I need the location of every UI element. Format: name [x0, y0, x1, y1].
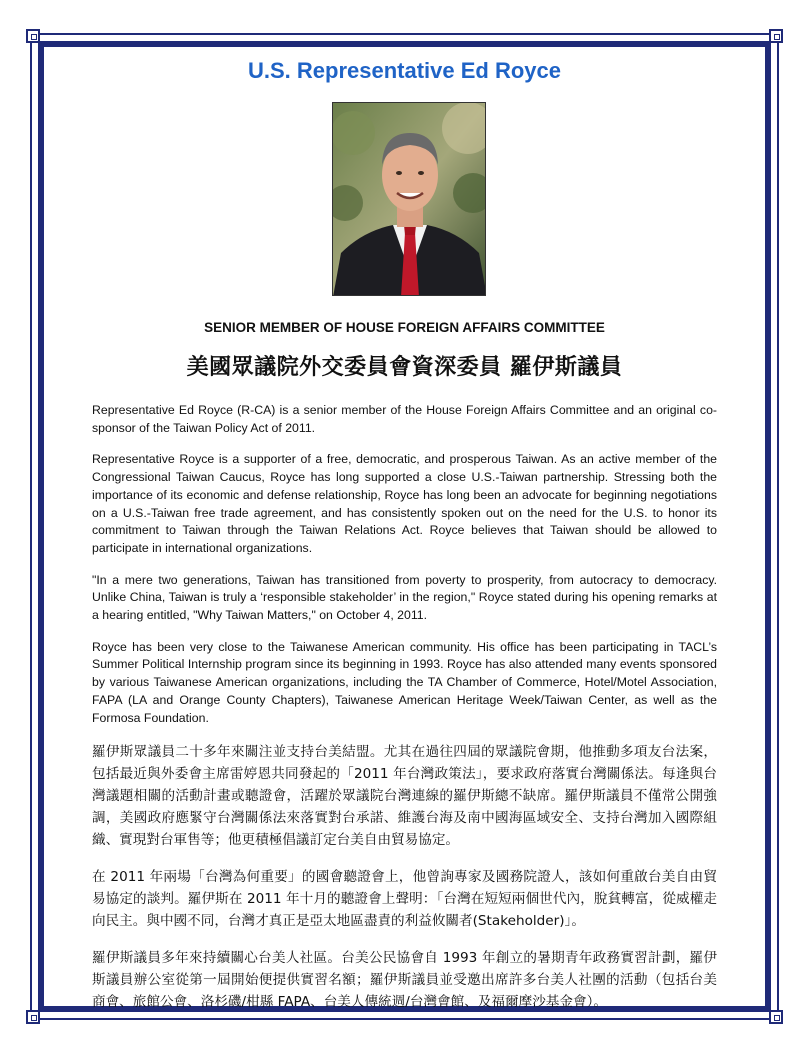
corner-ornament-top-left	[26, 29, 40, 43]
corner-ornament-bottom-left	[26, 1010, 40, 1024]
paragraph-zh-3: 羅伊斯議員多年來持續關心台美人社區。台美公民協會自 1993 年創立的暑期青年政務實習計劃，羅伊斯議員辦公室從第一屆開始便提供實習名額；羅伊斯議員並受邀出席許多台美人社團的活動（包括台美商會、旅館公會、洛杉磯/柑縣 FAPA、台美人傳統週/台灣會館、及福爾摩沙基金會）。	[92, 950, 717, 1011]
paragraph-en-4: Royce has been very close to the Taiwanese American community. His office has been participating in TACL’s Summer Political Internship program since its beginning in 1993. Royce has also attended many events sponsored by various Taiwanese American organizations, including the TA Chamber of Commerce, Hotel/Motel Association, FAPA (LA and Orange County Chapters), Taiwanese American Heritage Week/Taiwan Center, as well as the Formosa Foundation.	[92, 639, 717, 725]
corner-ornament-bottom-right	[769, 1010, 783, 1024]
paragraph-zh-2: 在 2011 年兩場「台灣為何重要」的國會聽證會上，他曾詢專家及國務院證人，該如何重啟台美自由貿易協定的談判。羅伊斯在 2011 年十月的聽證會上聲明：「台灣在短短兩個世代內，脫貧轉富，從威權走向民主。與中國不同，台灣才真正是亞太地區盡責的利益攸關者(Stakeholder)」。	[92, 869, 717, 930]
article-body	[92, 402, 717, 1028]
paragraph-en-2: Representative Royce is a supporter of a free, democratic, and prosperous Taiwan. As an active member of the Congressional Taiwan Caucus, Royce has long supported a close U.S.-Taiwan partnership. Stressing both the importance of its economic and defense relationship, Royce has long been an advocate for beginning negotiations on a U.S.-Taiwan free trade agreement, and has consistently spoken out on the need for the U.S. to honor its commitment to Taiwan through the Taiwan Relations Act. Royce believes that Taiwan should be allowed to participate in international organizations.	[92, 452, 717, 555]
paragraph-en-1: Representative Ed Royce (R-CA) is a senior member of the House Foreign Affairs Committee and an original co-sponsor of the Taiwan Policy Act of 2011.	[92, 403, 717, 435]
page-title: U.S. Representative Ed Royce	[247, 58, 561, 83]
corner-ornament-top-right	[769, 29, 783, 43]
subtitle-english: SENIOR MEMBER OF HOUSE FOREIGN AFFAIRS COMMITTEE	[204, 320, 605, 335]
paragraph-zh-1: 羅伊斯眾議員二十多年來關注並支持台美結盟。尤其在過往四屆的眾議院會期，他推動多項友台法案，包括最近與外委會主席雷婷恩共同發起的「2011 年台灣政策法」，要求政府落實台灣關係法。每逢與台灣議題相關的活動計畫或聽證會，活躍於眾議院台灣連線的羅伊斯總不缺席。羅伊斯議員不僅常公開強調，美國政府應緊守台灣關係法來落實對台承諾、維護台海及南中國海區域安全、支持台灣加入國際組織、實現對台軍售等；他更積極倡議訂定台美自由貿易協定。	[92, 744, 717, 849]
subtitle-chinese: 美國眾議院外交委員會資深委員 羅伊斯議員	[186, 355, 623, 380]
paragraph-en-3: "In a mere two generations, Taiwan has transitioned from poverty to prosperity, from autocracy to democracy. Unlike China, Taiwan is truly a ‘responsible stakeholder’ in the region," Royce stated during his opening remarks at a hearing entitled, "Why Taiwan Matters," on October 4, 2011.	[92, 572, 717, 623]
portrait-photo	[332, 102, 486, 296]
